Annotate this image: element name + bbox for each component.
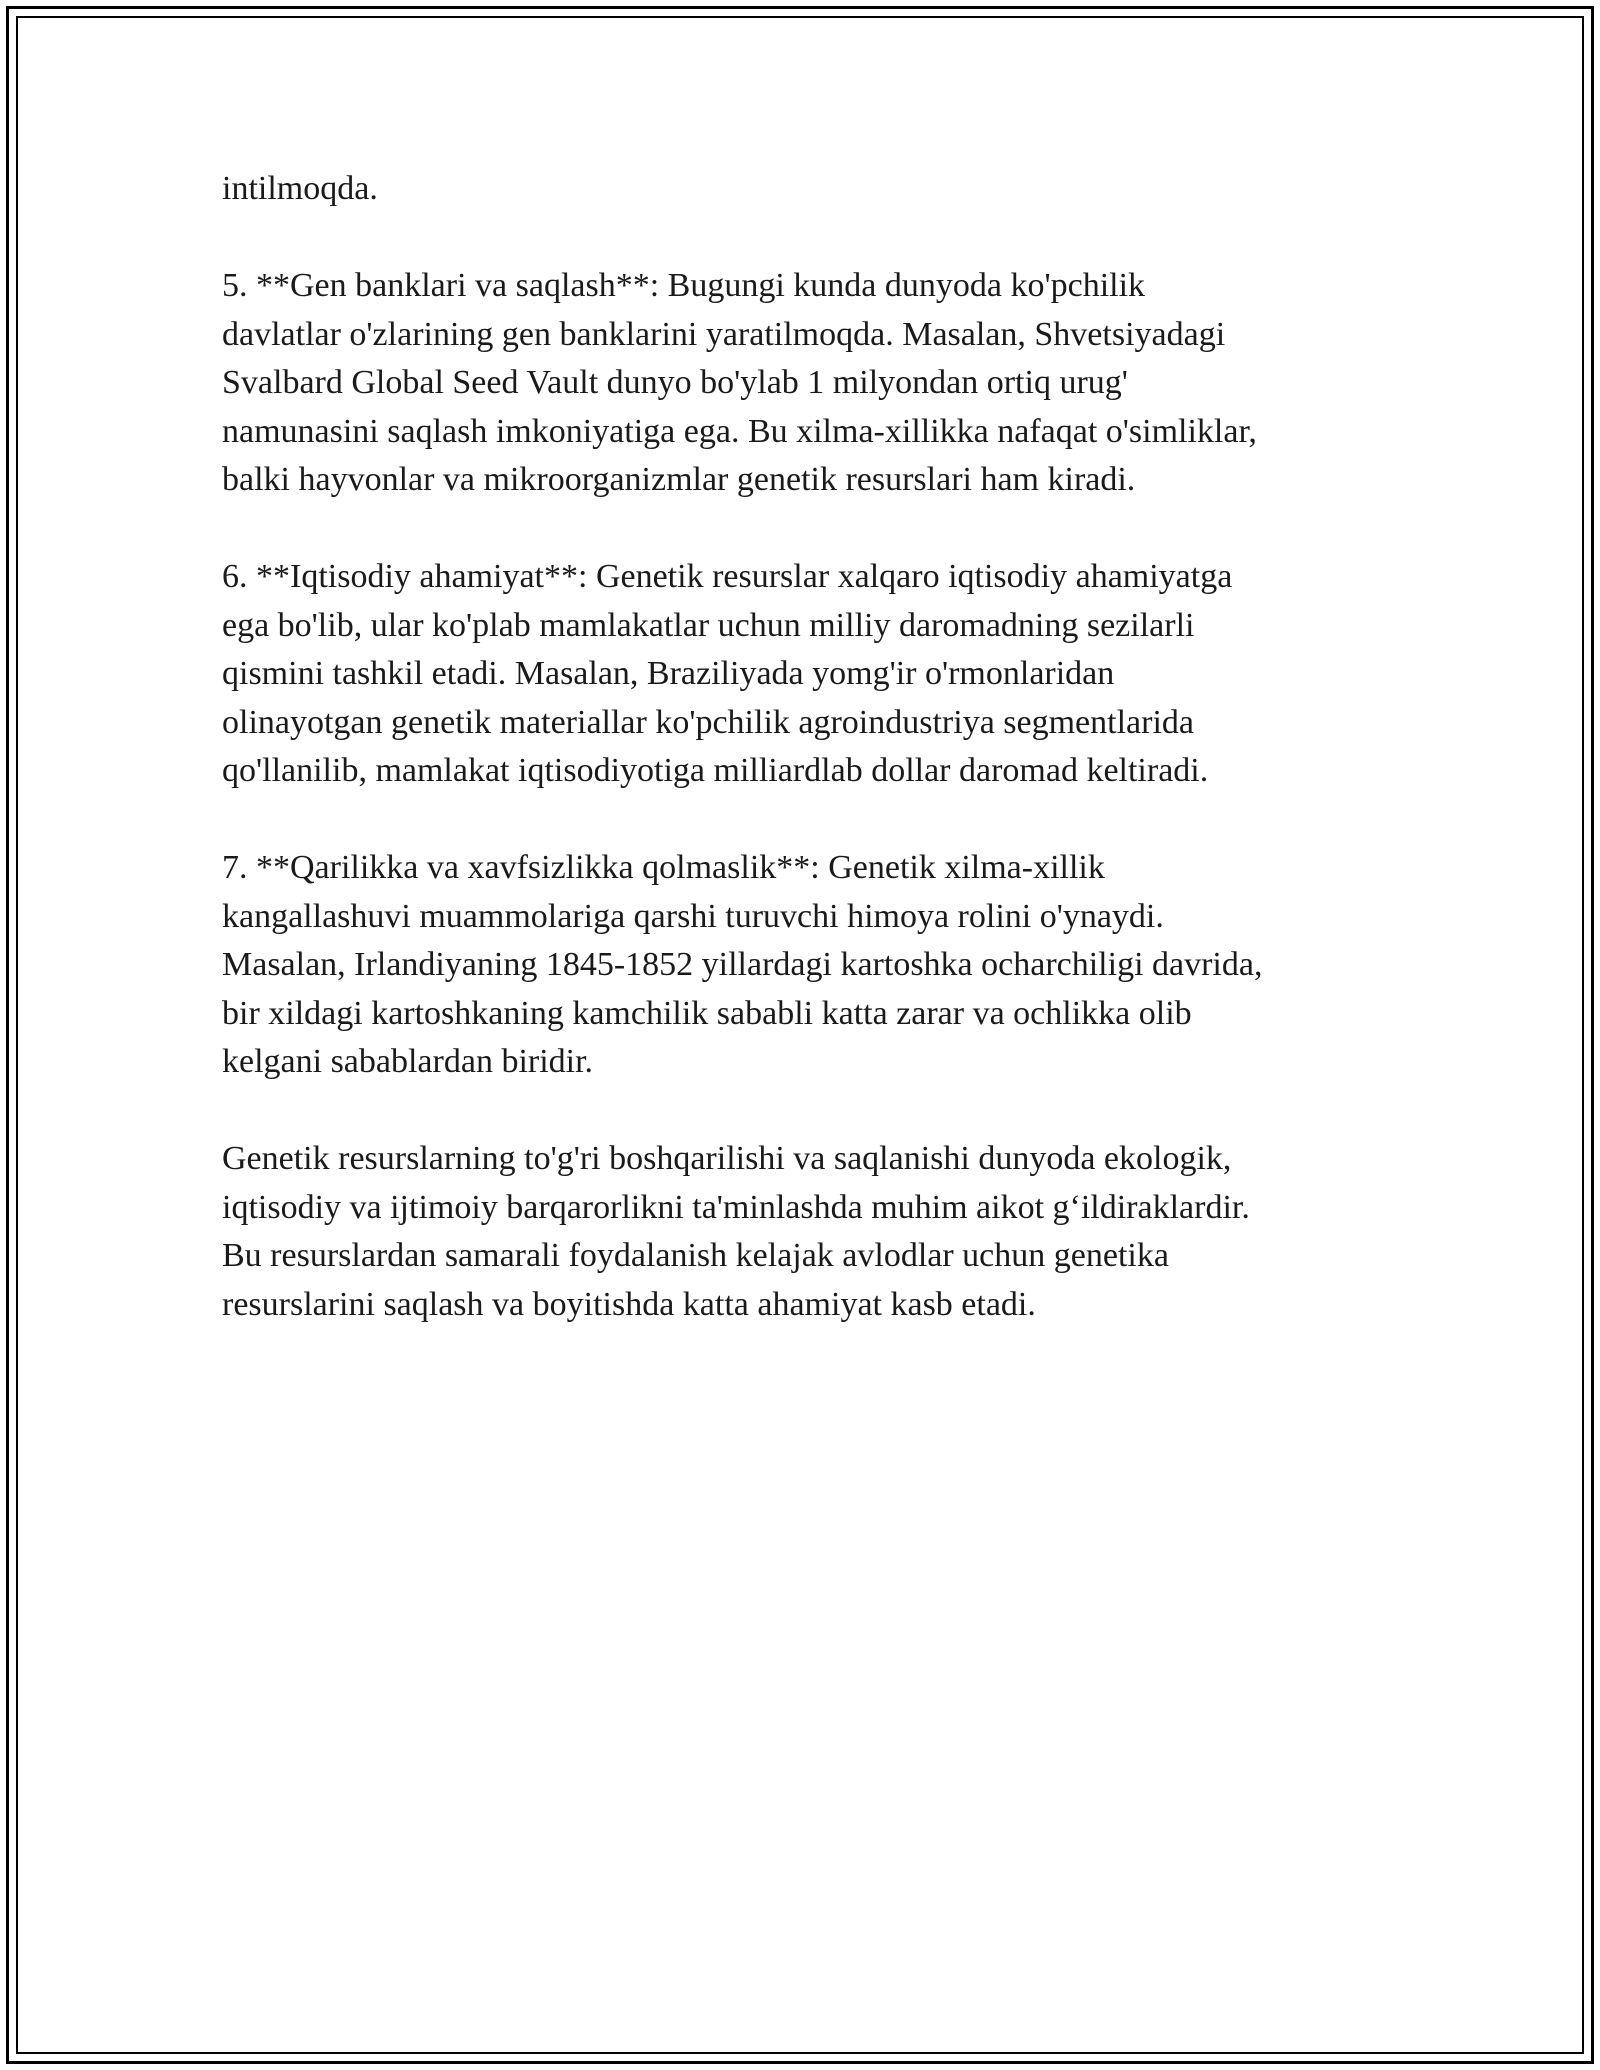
paragraph-gen-banks — [222, 262, 1382, 505]
text-line: resurslarini saqlash va boyitishda katta ahamiyat kasb etadi. — [222, 1285, 1036, 1323]
text-line: 5. **Gen banklari va saqlash**: Bugungi kunda dunyoda ko'pchilik — [222, 267, 1146, 304]
paragraph-economic-importance — [222, 553, 1382, 796]
text-line: 6. **Iqtisodiy ahamiyat**: Genetik resurslar xalqaro iqtisodiy ahamiyatga — [222, 558, 1233, 595]
text-line: Svalbard Global Seed Vault dunyo bo'ylab 1 milyondan ortiq urug' — [222, 364, 1128, 401]
text-line: balki hayvonlar va mikroorganizmlar genetik resurslari ham kiradi. — [222, 461, 1136, 498]
text-line: qo'llanilib, mamlakat iqtisodiyotiga milliardlab dollar daromad keltiradi. — [222, 752, 1209, 789]
text-line: ega bo'lib, ular ko'plab mamlakatlar uchun milliy daromadning sezilarli — [222, 606, 1195, 644]
paragraph-conclusion — [222, 1135, 1382, 1329]
text-line: kelgani sabablardan biridir. — [222, 1043, 594, 1080]
text-line: 7. **Qarilikka va xavfsizlikka qolmaslik**: Genetik xilma-xillik — [222, 849, 1105, 886]
text-line: olinayotgan genetik materiallar ko'pchilik agroindustriya segmentlarida — [222, 703, 1194, 741]
text-line: bir xildagi kartoshkaning kamchilik sababli katta zarar va ochlikka olib — [222, 994, 1192, 1032]
text-line: davlatlar o'zlarining gen banklarini yaratilmoqda. Masalan, Shvetsiyadagi — [222, 315, 1226, 353]
text-line: Masalan, Irlandiyaning 1845-1852 yillardagi kartoshka ocharchiligi davrida, — [222, 946, 1263, 983]
paragraph-resilience — [222, 844, 1382, 1087]
text-line: iqtisodiy va ijtimoiy barqarorlikni ta'minlashda muhim aikot g‘ildiraklardir. — [222, 1188, 1250, 1226]
text-line: Bu resurslardan samarali foydalanish kelajak avlodlar uchun genetika — [222, 1237, 1169, 1274]
text-line: kangallashuvi muammolariga qarshi turuvchi himoya rolini o'ynaydi. — [222, 897, 1164, 935]
text-line: qismini tashkil etadi. Masalan, Braziliyada yomg'ir o'rmonlaridan — [222, 655, 1115, 692]
text-line: intilmoqda. — [222, 170, 378, 207]
paragraph-continuation — [222, 165, 1382, 214]
text-line: namunasini saqlash imkoniyatiga ega. Bu xilma-xillikka nafaqat o'simliklar, — [222, 412, 1257, 450]
text-line: Genetik resurslarning to'g'ri boshqarilishi va saqlanishi dunyoda ekologik, — [222, 1140, 1232, 1177]
document-body — [222, 165, 1382, 1329]
